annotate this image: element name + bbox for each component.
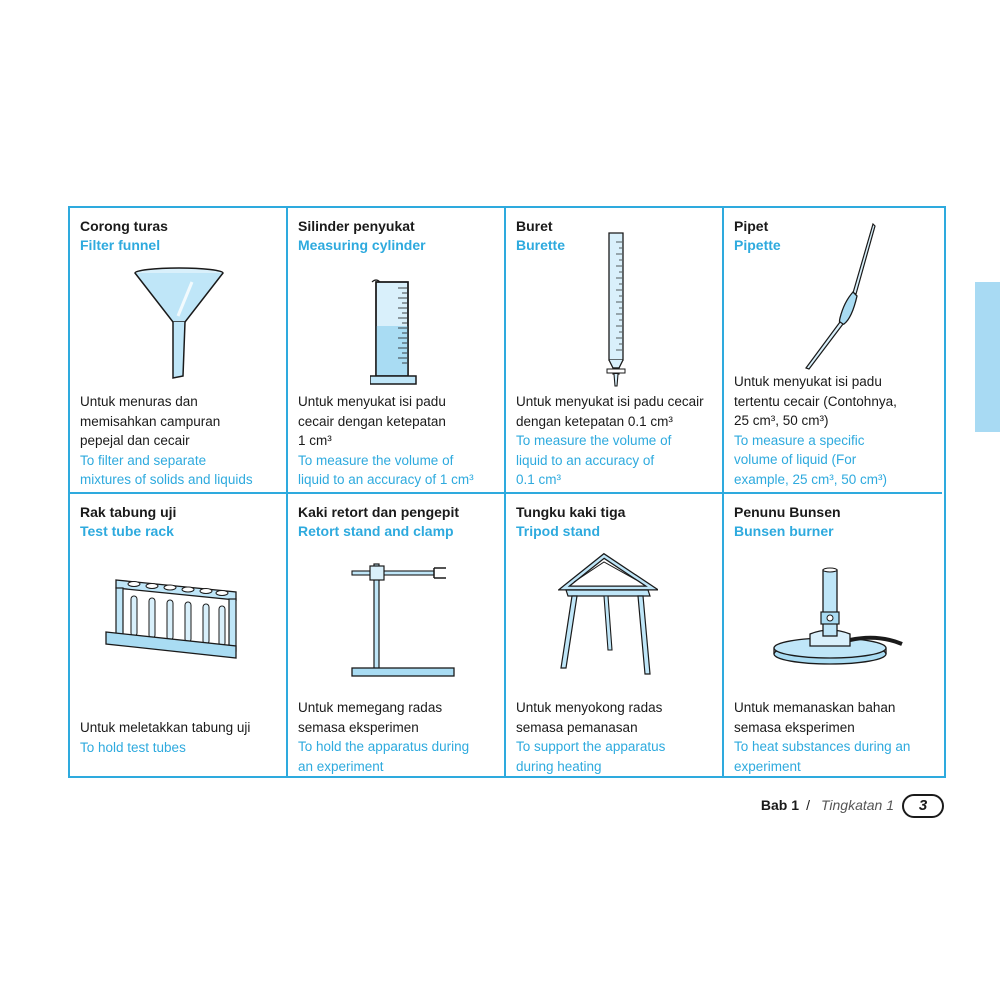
- cell-tripod-stand: [506, 494, 724, 776]
- title-ms: Buret: [516, 218, 553, 234]
- desc-ms-line: Untuk menyukat isi padu: [298, 394, 446, 409]
- description: [734, 698, 934, 776]
- desc-ms-line: Untuk meletakkan tabung uji: [80, 720, 251, 735]
- desc-ms-line: pepejal dan cecair: [80, 433, 190, 448]
- desc-en-line: To measure the volume of: [298, 452, 454, 468]
- desc-en-line: during heating: [516, 758, 602, 774]
- desc-en-line: example, 25 cm³, 50 cm³): [734, 471, 888, 487]
- title-ms: Pipet: [734, 218, 769, 234]
- form-label: Tingkatan 1: [820, 797, 894, 813]
- cell-retort-stand: [288, 494, 506, 776]
- title-ms: Corong turas: [80, 218, 168, 234]
- title-en: Filter funnel: [80, 237, 161, 253]
- title-ms: Penunu Bunsen: [734, 504, 841, 520]
- description: [298, 392, 498, 490]
- tripod-stand-icon: [558, 552, 658, 682]
- title-en: Tripod stand: [516, 523, 600, 539]
- pipette-icon: [800, 222, 880, 370]
- desc-en-line: liquid to an accuracy of 1 cm³: [298, 472, 474, 487]
- desc-ms-line: semasa pemanasan: [516, 719, 638, 735]
- chapter-side-tab: [975, 282, 1000, 432]
- page-number: 3: [902, 794, 944, 818]
- desc-en-line: an experiment: [298, 758, 384, 774]
- title-en: Test tube rack: [80, 523, 174, 539]
- cell-burette: [506, 208, 724, 494]
- desc-ms-line: Untuk memanaskan bahan: [734, 700, 896, 715]
- title-ms: Kaki retort dan pengepit: [298, 504, 460, 520]
- desc-en-line: To filter and separate: [80, 452, 207, 468]
- cell-filter-funnel: [70, 208, 288, 494]
- title-ms: Tungku kaki tiga: [516, 504, 626, 520]
- desc-ms-line: 1 cm³: [298, 433, 332, 448]
- desc-ms-line: semasa eksperimen: [734, 719, 855, 735]
- test-tube-rack-icon: [102, 574, 242, 660]
- cell-measuring-cylinder: [288, 208, 506, 494]
- desc-ms-line: 25 cm³, 50 cm³): [734, 413, 829, 428]
- desc-ms-line: Untuk menyokong radas: [516, 700, 663, 715]
- title-en: Pipette: [734, 237, 781, 253]
- desc-en-line: liquid to an accuracy of: [516, 452, 655, 468]
- description: [734, 372, 934, 489]
- desc-en-line: volume of liquid (For: [734, 452, 857, 467]
- desc-ms-line: Untuk menyukat isi padu: [734, 374, 882, 389]
- desc-ms-line: Untuk menyukat isi padu cecair: [516, 394, 704, 409]
- desc-en-line: To hold test tubes: [80, 739, 186, 755]
- desc-ms-line: Untuk menuras dan: [80, 394, 198, 409]
- desc-ms-line: tertentu cecair (Contohnya,: [734, 393, 897, 409]
- desc-en-line: experiment: [734, 758, 801, 774]
- page-footer: [700, 794, 946, 818]
- desc-en-line: 0.1 cm³: [516, 472, 562, 487]
- description: [80, 392, 280, 490]
- cell-pipette: [724, 208, 942, 494]
- description: [516, 698, 716, 776]
- bunsen-burner-icon: [768, 564, 908, 672]
- description: [298, 698, 498, 776]
- title-ms: Silinder penyukat: [298, 218, 415, 234]
- title-en: Retort stand and clamp: [298, 523, 454, 539]
- description: [516, 392, 716, 490]
- desc-ms-line: cecair dengan ketepatan: [298, 413, 446, 429]
- chapter-label: Bab 1: [760, 797, 799, 813]
- burette-icon: [602, 230, 632, 388]
- title-ms: Rak tabung uji: [80, 504, 177, 520]
- desc-en-line: To heat substances during an: [734, 739, 911, 754]
- desc-en-line: mixtures of solids and liquids: [80, 472, 253, 487]
- desc-en-line: To support the apparatus: [516, 739, 666, 754]
- title-en: Measuring cylinder: [298, 237, 426, 253]
- desc-en-line: To measure the volume of: [516, 433, 672, 448]
- desc-en-line: To hold the apparatus during: [298, 739, 470, 754]
- desc-ms-line: memisahkan campuran: [80, 413, 221, 429]
- footer-separator: /: [806, 797, 810, 813]
- filter-funnel-icon: [132, 266, 228, 384]
- desc-ms-line: semasa eksperimen: [298, 719, 419, 735]
- apparatus-table: [68, 206, 946, 778]
- desc-en-line: To measure a specific: [734, 432, 865, 448]
- cell-bunsen-burner: [724, 494, 942, 776]
- measuring-cylinder-icon: [370, 276, 420, 388]
- title-en: Bunsen burner: [734, 523, 834, 539]
- cell-test-tube-rack: [70, 494, 288, 776]
- description: [80, 718, 280, 757]
- desc-ms-line: Untuk memegang radas: [298, 700, 443, 715]
- desc-ms-line: dengan ketepatan 0.1 cm³: [516, 413, 673, 429]
- retort-stand-icon: [350, 560, 456, 680]
- title-en: Burette: [516, 237, 566, 253]
